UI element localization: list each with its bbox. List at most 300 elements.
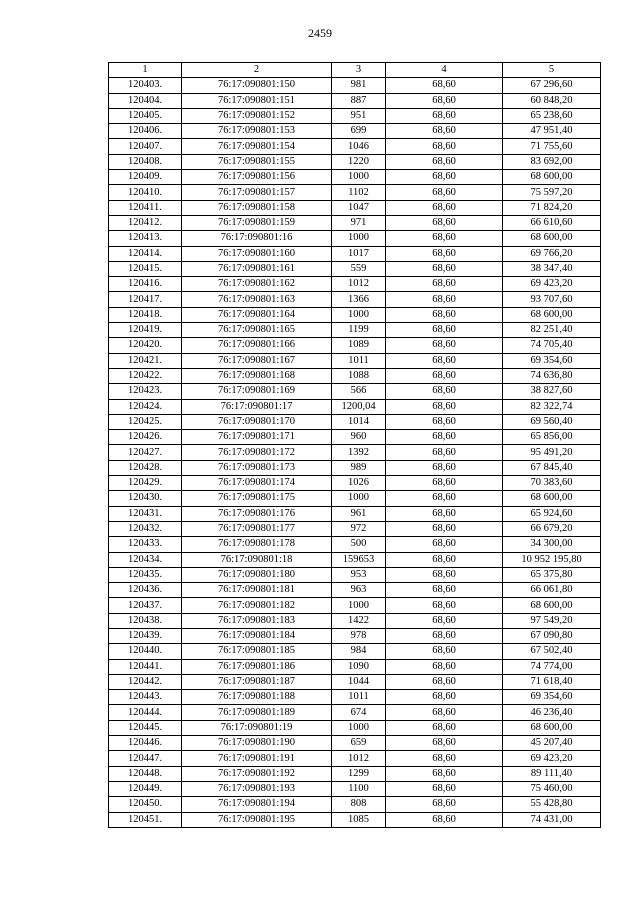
rate-cell: 68,60 xyxy=(386,613,503,628)
table-row xyxy=(109,552,601,567)
column-header-5: 5 xyxy=(503,63,601,78)
row-number-cell: 120409. xyxy=(109,170,182,185)
area-cell: 951 xyxy=(332,108,386,123)
row-number-cell: 120405. xyxy=(109,108,182,123)
cadastral-number-cell: 76:17:090801:157 xyxy=(182,185,332,200)
cadastral-number-cell: 76:17:090801:174 xyxy=(182,476,332,491)
rate-cell: 68,60 xyxy=(386,185,503,200)
area-cell: 1026 xyxy=(332,476,386,491)
row-number-cell: 120440. xyxy=(109,644,182,659)
rate-cell: 68,60 xyxy=(386,736,503,751)
table-row xyxy=(109,598,601,613)
value-cell: 75 597,20 xyxy=(503,185,601,200)
area-cell: 1220 xyxy=(332,154,386,169)
cadastral-number-cell: 76:17:090801:151 xyxy=(182,93,332,108)
rate-cell: 68,60 xyxy=(386,414,503,429)
table-row xyxy=(109,154,601,169)
row-number-cell: 120433. xyxy=(109,537,182,552)
rate-cell: 68,60 xyxy=(386,567,503,582)
cadastral-number-cell: 76:17:090801:171 xyxy=(182,430,332,445)
area-cell: 1012 xyxy=(332,751,386,766)
table-row xyxy=(109,720,601,735)
rate-cell: 68,60 xyxy=(386,124,503,139)
value-cell: 74 636,80 xyxy=(503,368,601,383)
table-row xyxy=(109,430,601,445)
value-cell: 68 600,00 xyxy=(503,491,601,506)
cadastral-number-cell: 76:17:090801:190 xyxy=(182,736,332,751)
cadastral-number-cell: 76:17:090801:16 xyxy=(182,231,332,246)
value-cell: 66 610,60 xyxy=(503,215,601,230)
row-number-cell: 120431. xyxy=(109,506,182,521)
table-row xyxy=(109,108,601,123)
value-cell: 74 705,40 xyxy=(503,338,601,353)
page-number: 2459 xyxy=(308,26,332,40)
area-cell: 1100 xyxy=(332,781,386,796)
row-number-cell: 120410. xyxy=(109,185,182,200)
row-number-cell: 120450. xyxy=(109,797,182,812)
table-row xyxy=(109,414,601,429)
rate-cell: 68,60 xyxy=(386,307,503,322)
header-row xyxy=(109,63,601,78)
rate-cell: 68,60 xyxy=(386,476,503,491)
value-cell: 67 090,80 xyxy=(503,628,601,643)
row-number-cell: 120422. xyxy=(109,368,182,383)
rate-cell: 68,60 xyxy=(386,521,503,536)
table-row xyxy=(109,797,601,812)
value-cell: 74 774,00 xyxy=(503,659,601,674)
cadastral-number-cell: 76:17:090801:181 xyxy=(182,583,332,598)
table-row xyxy=(109,170,601,185)
area-cell: 972 xyxy=(332,521,386,536)
area-cell: 960 xyxy=(332,430,386,445)
row-number-cell: 120439. xyxy=(109,628,182,643)
area-cell: 659 xyxy=(332,736,386,751)
table-row xyxy=(109,567,601,582)
value-cell: 69 560,40 xyxy=(503,414,601,429)
table-row xyxy=(109,338,601,353)
table-row xyxy=(109,690,601,705)
row-number-cell: 120438. xyxy=(109,613,182,628)
table-row xyxy=(109,78,601,93)
row-number-cell: 120407. xyxy=(109,139,182,154)
value-cell: 67 502,40 xyxy=(503,644,601,659)
row-number-cell: 120428. xyxy=(109,460,182,475)
area-cell: 984 xyxy=(332,644,386,659)
table-row xyxy=(109,476,601,491)
value-cell: 82 322,74 xyxy=(503,399,601,414)
area-cell: 1000 xyxy=(332,231,386,246)
cadastral-number-cell: 76:17:090801:18 xyxy=(182,552,332,567)
row-number-cell: 120416. xyxy=(109,277,182,292)
cadastral-number-cell: 76:17:090801:186 xyxy=(182,659,332,674)
area-cell: 1090 xyxy=(332,659,386,674)
table-row xyxy=(109,139,601,154)
value-cell: 65 375,80 xyxy=(503,567,601,582)
table-row xyxy=(109,644,601,659)
rate-cell: 68,60 xyxy=(386,353,503,368)
value-cell: 69 354,60 xyxy=(503,353,601,368)
rate-cell: 68,60 xyxy=(386,460,503,475)
area-cell: 1199 xyxy=(332,323,386,338)
area-cell: 674 xyxy=(332,705,386,720)
value-cell: 65 924,60 xyxy=(503,506,601,521)
cadastral-number-cell: 76:17:090801:160 xyxy=(182,246,332,261)
table-row xyxy=(109,353,601,368)
cadastral-number-cell: 76:17:090801:172 xyxy=(182,445,332,460)
value-cell: 65 856,00 xyxy=(503,430,601,445)
rate-cell: 68,60 xyxy=(386,812,503,827)
area-cell: 1366 xyxy=(332,292,386,307)
area-cell: 1102 xyxy=(332,185,386,200)
rate-cell: 68,60 xyxy=(386,154,503,169)
value-cell: 95 491,20 xyxy=(503,445,601,460)
area-cell: 566 xyxy=(332,384,386,399)
rate-cell: 68,60 xyxy=(386,628,503,643)
area-cell: 159653 xyxy=(332,552,386,567)
area-cell: 989 xyxy=(332,460,386,475)
row-number-cell: 120424. xyxy=(109,399,182,414)
rate-cell: 68,60 xyxy=(386,690,503,705)
area-cell: 953 xyxy=(332,567,386,582)
area-cell: 961 xyxy=(332,506,386,521)
rate-cell: 68,60 xyxy=(386,399,503,414)
row-number-cell: 120415. xyxy=(109,261,182,276)
rate-cell: 68,60 xyxy=(386,292,503,307)
area-cell: 1000 xyxy=(332,307,386,322)
area-cell: 1085 xyxy=(332,812,386,827)
value-cell: 75 460,00 xyxy=(503,781,601,796)
table-row xyxy=(109,185,601,200)
area-cell: 808 xyxy=(332,797,386,812)
value-cell: 60 848,20 xyxy=(503,93,601,108)
value-cell: 69 354,60 xyxy=(503,690,601,705)
rate-cell: 68,60 xyxy=(386,659,503,674)
area-cell: 1011 xyxy=(332,353,386,368)
rate-cell: 68,60 xyxy=(386,246,503,261)
row-number-cell: 120442. xyxy=(109,674,182,689)
table-row xyxy=(109,613,601,628)
cadastral-number-cell: 76:17:090801:188 xyxy=(182,690,332,705)
rate-cell: 68,60 xyxy=(386,108,503,123)
column-header-2: 2 xyxy=(182,63,332,78)
table-row xyxy=(109,323,601,338)
row-number-cell: 120403. xyxy=(109,78,182,93)
cadastral-number-cell: 76:17:090801:176 xyxy=(182,506,332,521)
row-number-cell: 120421. xyxy=(109,353,182,368)
table-row xyxy=(109,261,601,276)
row-number-cell: 120417. xyxy=(109,292,182,307)
row-number-cell: 120426. xyxy=(109,430,182,445)
rate-cell: 68,60 xyxy=(386,338,503,353)
value-cell: 66 061,80 xyxy=(503,583,601,598)
row-number-cell: 120445. xyxy=(109,720,182,735)
area-cell: 1089 xyxy=(332,338,386,353)
value-cell: 70 383,60 xyxy=(503,476,601,491)
value-cell: 67 845,40 xyxy=(503,460,601,475)
cadastral-number-cell: 76:17:090801:165 xyxy=(182,323,332,338)
cadastral-number-cell: 76:17:090801:156 xyxy=(182,170,332,185)
rate-cell: 68,60 xyxy=(386,781,503,796)
table-row xyxy=(109,93,601,108)
value-cell: 97 549,20 xyxy=(503,613,601,628)
value-cell: 68 600,00 xyxy=(503,307,601,322)
row-number-cell: 120449. xyxy=(109,781,182,796)
cadastral-number-cell: 76:17:090801:192 xyxy=(182,766,332,781)
table-row xyxy=(109,292,601,307)
table-row xyxy=(109,445,601,460)
value-cell: 83 692,00 xyxy=(503,154,601,169)
rate-cell: 68,60 xyxy=(386,368,503,383)
row-number-cell: 120418. xyxy=(109,307,182,322)
value-cell: 71 824,20 xyxy=(503,200,601,215)
rate-cell: 68,60 xyxy=(386,705,503,720)
cadastral-number-cell: 76:17:090801:180 xyxy=(182,567,332,582)
rate-cell: 68,60 xyxy=(386,445,503,460)
table-row xyxy=(109,246,601,261)
cadastral-number-cell: 76:17:090801:170 xyxy=(182,414,332,429)
table-row xyxy=(109,659,601,674)
rate-cell: 68,60 xyxy=(386,766,503,781)
cadastral-number-cell: 76:17:090801:162 xyxy=(182,277,332,292)
value-cell: 67 296,60 xyxy=(503,78,601,93)
table-row xyxy=(109,399,601,414)
value-cell: 68 600,00 xyxy=(503,231,601,246)
value-cell: 82 251,40 xyxy=(503,323,601,338)
rate-cell: 68,60 xyxy=(386,797,503,812)
value-cell: 93 707,60 xyxy=(503,292,601,307)
area-cell: 1000 xyxy=(332,170,386,185)
table-row xyxy=(109,231,601,246)
row-number-cell: 120441. xyxy=(109,659,182,674)
cadastral-number-cell: 76:17:090801:164 xyxy=(182,307,332,322)
cadastral-number-cell: 76:17:090801:177 xyxy=(182,521,332,536)
row-number-cell: 120412. xyxy=(109,215,182,230)
cadastral-number-cell: 76:17:090801:150 xyxy=(182,78,332,93)
cadastral-number-cell: 76:17:090801:187 xyxy=(182,674,332,689)
value-cell: 68 600,00 xyxy=(503,598,601,613)
value-cell: 46 236,40 xyxy=(503,705,601,720)
cadastral-number-cell: 76:17:090801:154 xyxy=(182,139,332,154)
value-cell: 69 423,20 xyxy=(503,751,601,766)
value-cell: 55 428,80 xyxy=(503,797,601,812)
value-cell: 34 300,00 xyxy=(503,537,601,552)
cadastral-number-cell: 76:17:090801:195 xyxy=(182,812,332,827)
row-number-cell: 120425. xyxy=(109,414,182,429)
cadastral-number-cell: 76:17:090801:175 xyxy=(182,491,332,506)
area-cell: 1088 xyxy=(332,368,386,383)
cadastral-number-cell: 76:17:090801:152 xyxy=(182,108,332,123)
row-number-cell: 120443. xyxy=(109,690,182,705)
row-number-cell: 120436. xyxy=(109,583,182,598)
value-cell: 68 600,00 xyxy=(503,170,601,185)
row-number-cell: 120447. xyxy=(109,751,182,766)
rate-cell: 68,60 xyxy=(386,200,503,215)
row-number-cell: 120406. xyxy=(109,124,182,139)
row-number-cell: 120427. xyxy=(109,445,182,460)
cadastral-number-cell: 76:17:090801:189 xyxy=(182,705,332,720)
row-number-cell: 120408. xyxy=(109,154,182,169)
area-cell: 963 xyxy=(332,583,386,598)
area-cell: 981 xyxy=(332,78,386,93)
rate-cell: 68,60 xyxy=(386,384,503,399)
row-number-cell: 120444. xyxy=(109,705,182,720)
value-cell: 71 755,60 xyxy=(503,139,601,154)
area-cell: 1046 xyxy=(332,139,386,154)
column-header-3: 3 xyxy=(332,63,386,78)
rate-cell: 68,60 xyxy=(386,139,503,154)
area-cell: 1047 xyxy=(332,200,386,215)
row-number-cell: 120448. xyxy=(109,766,182,781)
cadastral-number-cell: 76:17:090801:168 xyxy=(182,368,332,383)
area-cell: 978 xyxy=(332,628,386,643)
table-row xyxy=(109,215,601,230)
cadastral-number-cell: 76:17:090801:161 xyxy=(182,261,332,276)
cadastral-number-cell: 76:17:090801:153 xyxy=(182,124,332,139)
rate-cell: 68,60 xyxy=(386,491,503,506)
area-cell: 1011 xyxy=(332,690,386,705)
table-row xyxy=(109,277,601,292)
rate-cell: 68,60 xyxy=(386,598,503,613)
row-number-cell: 120420. xyxy=(109,338,182,353)
row-number-cell: 120429. xyxy=(109,476,182,491)
table-row xyxy=(109,124,601,139)
cadastral-number-cell: 76:17:090801:17 xyxy=(182,399,332,414)
rate-cell: 68,60 xyxy=(386,93,503,108)
rate-cell: 68,60 xyxy=(386,506,503,521)
column-header-1: 1 xyxy=(109,63,182,78)
value-cell: 68 600,00 xyxy=(503,720,601,735)
cadastral-number-cell: 76:17:090801:191 xyxy=(182,751,332,766)
cadastral-number-cell: 76:17:090801:193 xyxy=(182,781,332,796)
area-cell: 1422 xyxy=(332,613,386,628)
table-row xyxy=(109,491,601,506)
rate-cell: 68,60 xyxy=(386,430,503,445)
rate-cell: 68,60 xyxy=(386,552,503,567)
row-number-cell: 120435. xyxy=(109,567,182,582)
area-cell: 1014 xyxy=(332,414,386,429)
area-cell: 1200,04 xyxy=(332,399,386,414)
cadastral-number-cell: 76:17:090801:183 xyxy=(182,613,332,628)
cadastral-number-cell: 76:17:090801:167 xyxy=(182,353,332,368)
cadastral-number-cell: 76:17:090801:166 xyxy=(182,338,332,353)
column-header-4: 4 xyxy=(386,63,503,78)
value-cell: 69 423,20 xyxy=(503,277,601,292)
row-number-cell: 120413. xyxy=(109,231,182,246)
value-cell: 69 766,20 xyxy=(503,246,601,261)
table-row xyxy=(109,751,601,766)
table-row xyxy=(109,705,601,720)
rate-cell: 68,60 xyxy=(386,537,503,552)
rate-cell: 68,60 xyxy=(386,231,503,246)
area-cell: 1044 xyxy=(332,674,386,689)
value-cell: 47 951,40 xyxy=(503,124,601,139)
table-row xyxy=(109,506,601,521)
table-row xyxy=(109,460,601,475)
area-cell: 1392 xyxy=(332,445,386,460)
cadastral-number-cell: 76:17:090801:184 xyxy=(182,628,332,643)
rate-cell: 68,60 xyxy=(386,323,503,338)
rate-cell: 68,60 xyxy=(386,170,503,185)
rate-cell: 68,60 xyxy=(386,78,503,93)
area-cell: 699 xyxy=(332,124,386,139)
cadastral-number-cell: 76:17:090801:159 xyxy=(182,215,332,230)
value-cell: 38 347,40 xyxy=(503,261,601,276)
row-number-cell: 120432. xyxy=(109,521,182,536)
rate-cell: 68,60 xyxy=(386,215,503,230)
table-row xyxy=(109,583,601,598)
table-row xyxy=(109,812,601,827)
rate-cell: 68,60 xyxy=(386,261,503,276)
table-row xyxy=(109,628,601,643)
value-cell: 38 827,60 xyxy=(503,384,601,399)
table-row xyxy=(109,766,601,781)
table-row xyxy=(109,200,601,215)
area-cell: 1012 xyxy=(332,277,386,292)
rate-cell: 68,60 xyxy=(386,583,503,598)
row-number-cell: 120423. xyxy=(109,384,182,399)
table-row xyxy=(109,537,601,552)
row-number-cell: 120446. xyxy=(109,736,182,751)
value-cell: 10 952 195,80 xyxy=(503,552,601,567)
cadastral-number-cell: 76:17:090801:173 xyxy=(182,460,332,475)
area-cell: 1299 xyxy=(332,766,386,781)
area-cell: 1017 xyxy=(332,246,386,261)
cadastral-number-cell: 76:17:090801:178 xyxy=(182,537,332,552)
cadastral-number-cell: 76:17:090801:169 xyxy=(182,384,332,399)
row-number-cell: 120437. xyxy=(109,598,182,613)
value-cell: 89 111,40 xyxy=(503,766,601,781)
area-cell: 1000 xyxy=(332,598,386,613)
area-cell: 1000 xyxy=(332,720,386,735)
table-row xyxy=(109,674,601,689)
cadastral-number-cell: 76:17:090801:182 xyxy=(182,598,332,613)
rate-cell: 68,60 xyxy=(386,277,503,292)
table-row xyxy=(109,521,601,536)
row-number-cell: 120414. xyxy=(109,246,182,261)
value-cell: 71 618,40 xyxy=(503,674,601,689)
cadastral-number-cell: 76:17:090801:158 xyxy=(182,200,332,215)
rate-cell: 68,60 xyxy=(386,674,503,689)
value-cell: 45 207,40 xyxy=(503,736,601,751)
area-cell: 500 xyxy=(332,537,386,552)
row-number-cell: 120430. xyxy=(109,491,182,506)
table-row xyxy=(109,368,601,383)
cadastral-number-cell: 76:17:090801:19 xyxy=(182,720,332,735)
rate-cell: 68,60 xyxy=(386,644,503,659)
area-cell: 887 xyxy=(332,93,386,108)
value-cell: 66 679,20 xyxy=(503,521,601,536)
value-cell: 74 431,00 xyxy=(503,812,601,827)
data-table xyxy=(108,62,601,828)
cadastral-number-cell: 76:17:090801:163 xyxy=(182,292,332,307)
row-number-cell: 120404. xyxy=(109,93,182,108)
rate-cell: 68,60 xyxy=(386,751,503,766)
row-number-cell: 120419. xyxy=(109,323,182,338)
value-cell: 65 238,60 xyxy=(503,108,601,123)
table-row xyxy=(109,384,601,399)
table-row xyxy=(109,781,601,796)
rate-cell: 68,60 xyxy=(386,720,503,735)
table-row xyxy=(109,736,601,751)
area-cell: 559 xyxy=(332,261,386,276)
row-number-cell: 120451. xyxy=(109,812,182,827)
row-number-cell: 120411. xyxy=(109,200,182,215)
table-row xyxy=(109,307,601,322)
area-cell: 971 xyxy=(332,215,386,230)
cadastral-number-cell: 76:17:090801:194 xyxy=(182,797,332,812)
cadastral-number-cell: 76:17:090801:155 xyxy=(182,154,332,169)
row-number-cell: 120434. xyxy=(109,552,182,567)
